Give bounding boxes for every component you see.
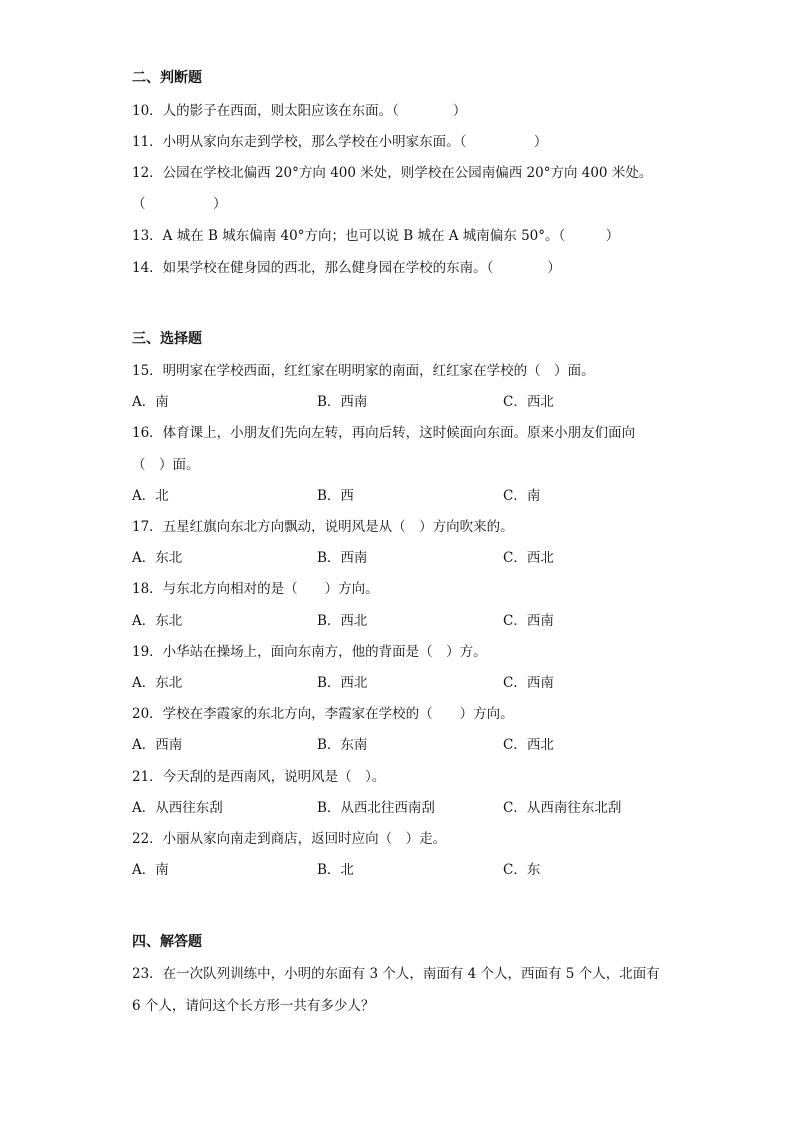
question-17: 17．五星红旗向东北方向飘动，说明风是从（ ）方向吹来的。: [132, 519, 514, 535]
q16-option-b: B．西: [317, 488, 354, 504]
question-22: 22．小丽从家向南走到商店，返回时应向（ ）走。: [132, 831, 447, 847]
q18-option-a: A．东北: [132, 613, 183, 629]
q22-option-b: B．北: [317, 862, 354, 878]
question-18: 18．与东北方向相对的是（ ）方向。: [132, 581, 379, 597]
q15-option-c: C．西北: [503, 394, 554, 410]
question-23: 23．在一次队列训练中，小明的东面有 3 个人，南面有 4 个人，西面有 5 个人，北面有: [132, 966, 660, 982]
q16-option-c: C．南: [503, 488, 541, 504]
q20-option-c: C．西北: [503, 737, 554, 753]
question-16: 16．体育课上，小朋友们先向左转，再向后转，这时候面向东面。原来小朋友们面向: [132, 425, 636, 441]
q22-option-c: C．东: [503, 862, 541, 878]
question-14: 14．如果学校在健身园的西北，那么健身园在学校的东南。（ ）: [132, 260, 561, 276]
q21-option-b: B．从西北往西南刮: [317, 800, 435, 816]
q16-option-a: A．北: [132, 488, 169, 504]
q20-option-b: B．东南: [317, 737, 368, 753]
question-11: 11．小明从家向东走到学校，那么学校在小明家东面。（ ）: [132, 134, 548, 150]
q18-option-b: B．西北: [317, 613, 368, 629]
section-title-choice: 三、选择题: [132, 331, 202, 347]
question-15: 15．明明家在学校西面，红红家在明明家的南面，红红家在学校的（ ）面。: [132, 363, 595, 379]
question-12: 12．公园在学校北偏西 20°方向 400 米处，则学校在公园南偏西 20°方向 400 米处。: [132, 165, 653, 181]
q20-option-a: A．西南: [132, 737, 183, 753]
question-16-cont: （ ）面。: [132, 457, 200, 473]
question-13: 13．A 城在 B 城东偏南 40°方向；也可以说 B 城在 A 城南偏东 50°。（ ）: [132, 228, 620, 244]
q18-option-c: C．西南: [503, 613, 554, 629]
question-20: 20．学校在李霞家的东北方向，李霞家在学校的（ ）方向。: [132, 706, 514, 722]
q19-option-a: A．东北: [132, 675, 183, 691]
question-10: 10．人的影子在西面，则太阳应该在东面。（ ）: [132, 103, 467, 119]
section-title-judge: 二、判断题: [132, 70, 202, 86]
q17-option-b: B．西南: [317, 550, 368, 566]
question-12-answer-blank: （ ）: [132, 196, 227, 212]
question-19: 19．小华站在操场上，面向东南方，他的背面是（ ）方。: [132, 644, 487, 660]
q19-option-c: C．西南: [503, 675, 554, 691]
q21-option-c: C．从西南往东北刮: [503, 800, 622, 816]
question-23-cont: 6 个人，请问这个长方形一共有多少人？: [132, 998, 375, 1014]
section-title-answer: 四、解答题: [132, 934, 202, 950]
q21-option-a: A．从西往东刮: [132, 800, 223, 816]
q17-option-c: C．西北: [503, 550, 554, 566]
question-21: 21．今天刮的是西南风，说明风是（ ）。: [132, 769, 386, 785]
q17-option-a: A．东北: [132, 550, 183, 566]
q22-option-a: A．南: [132, 862, 169, 878]
q19-option-b: B．西北: [317, 675, 368, 691]
q15-option-b: B．西南: [317, 394, 368, 410]
q15-option-a: A．南: [132, 394, 169, 410]
